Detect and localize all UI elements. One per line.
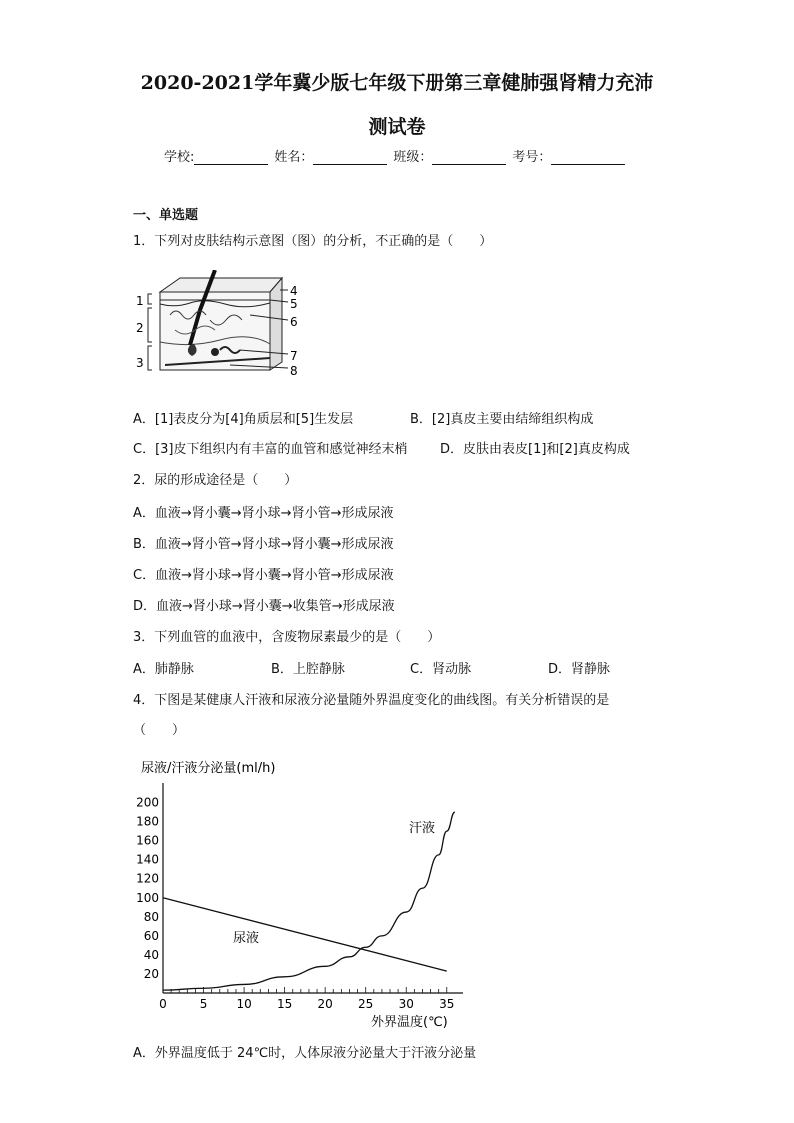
- secretion-temperature-chart: [125, 755, 485, 1035]
- y-tick-label: 40: [143, 947, 159, 962]
- question-4-stem: 4．下图是某健康人汗液和尿液分泌量随外界温度变化的曲线图。有关分析错误的是: [133, 693, 610, 708]
- number-blank: [551, 150, 625, 165]
- page-title: 2020-2021学年冀少版七年级下册第三章健肺强肾精力充沛: [140, 72, 654, 94]
- x-tick-label: 25: [358, 997, 374, 1011]
- number-label: 考号：: [512, 150, 552, 165]
- class-blank: [432, 150, 506, 165]
- q1-option-d: D．皮肤由表皮[1]和[2]真皮构成: [440, 442, 630, 457]
- x-tick-label: 0: [159, 997, 167, 1011]
- sweat-curve: [163, 812, 455, 990]
- x-tick-label: 35: [439, 997, 455, 1011]
- diagram-label-2: 2: [136, 321, 144, 335]
- urine-line: [163, 898, 447, 971]
- q2-option-c: C．血液→肾小球→肾小囊→肾小管→形成尿液: [133, 568, 394, 583]
- q2-option-b: B．血液→肾小管→肾小球→肾小囊→形成尿液: [133, 537, 394, 552]
- q3-option-c: C．肾动脉: [410, 662, 472, 677]
- school-label: 学校:: [164, 150, 195, 165]
- chart-y-label: 尿液/汗液分泌量(ml/h): [141, 761, 276, 776]
- chart-x-label: 外界温度(℃): [371, 1015, 448, 1030]
- section-heading: 一、单选题: [133, 208, 199, 223]
- q3-option-a: A．肺静脉: [133, 662, 194, 677]
- q1-option-a: A．[1]表皮分为[4]角质层和[5]生发层: [133, 412, 354, 427]
- question-3-stem: 3．下列血管的血液中，含废物尿素最少的是（ ）: [133, 630, 441, 645]
- q3-option-d: D．肾静脉: [548, 662, 611, 677]
- y-tick-label: 120: [136, 871, 159, 886]
- y-tick-label: 100: [136, 890, 159, 905]
- q2-option-a: A．血液→肾小囊→肾小球→肾小管→形成尿液: [133, 506, 394, 521]
- y-tick-label: 60: [143, 928, 159, 943]
- series-label-urine: 尿液: [233, 931, 260, 946]
- x-tick-label: 10: [236, 997, 252, 1011]
- y-tick-label: 20: [143, 966, 159, 981]
- x-tick-label: 30: [398, 997, 414, 1011]
- class-label: 班级：: [393, 150, 433, 165]
- diagram-label-1: 1: [136, 294, 144, 308]
- q3-option-b: B．上腔静脉: [271, 662, 345, 677]
- diagram-label-4: 4: [290, 284, 298, 298]
- question-2-stem: 2．尿的形成途径是（ ）: [133, 473, 298, 488]
- y-tick-label: 160: [136, 833, 159, 848]
- name-blank: [313, 150, 387, 165]
- diagram-label-8: 8: [290, 364, 298, 378]
- question-4-stem-cont: （ ）: [133, 723, 186, 738]
- x-tick-label: 5: [199, 997, 208, 1011]
- name-label: 姓名：: [274, 150, 314, 165]
- y-tick-label: 80: [143, 909, 159, 924]
- question-1-stem: 1．下列对皮肤结构示意图（图）的分析，不正确的是（ ）: [133, 234, 493, 249]
- series-label-sweat: 汗液: [409, 821, 436, 836]
- y-tick-label: 140: [136, 852, 159, 867]
- diagram-label-6: 6: [290, 315, 298, 329]
- school-blank: [194, 150, 268, 165]
- q1-option-b: B．[2]真皮主要由结缔组织构成: [410, 412, 594, 427]
- q2-option-d: D．血液→肾小球→肾小囊→收集管→形成尿液: [133, 599, 395, 614]
- page-subtitle: 测试卷: [368, 116, 426, 138]
- x-tick-label: 15: [276, 997, 293, 1011]
- x-tick-label: 20: [317, 997, 333, 1011]
- diagram-label-7: 7: [290, 349, 298, 363]
- diagram-label-3: 3: [136, 356, 144, 370]
- q4-option-a: A．外界温度低于 24℃时，人体尿液分泌量大于汗液分泌量: [133, 1046, 477, 1061]
- student-info: [164, 146, 631, 165]
- q1-option-c: C．[3]皮下组织内有丰富的血管和感觉神经末梢: [133, 442, 408, 457]
- skin-structure-diagram: [130, 270, 300, 380]
- diagram-label-5: 5: [290, 297, 298, 311]
- y-tick-label: 180: [136, 814, 159, 829]
- y-tick-label: 200: [136, 795, 159, 810]
